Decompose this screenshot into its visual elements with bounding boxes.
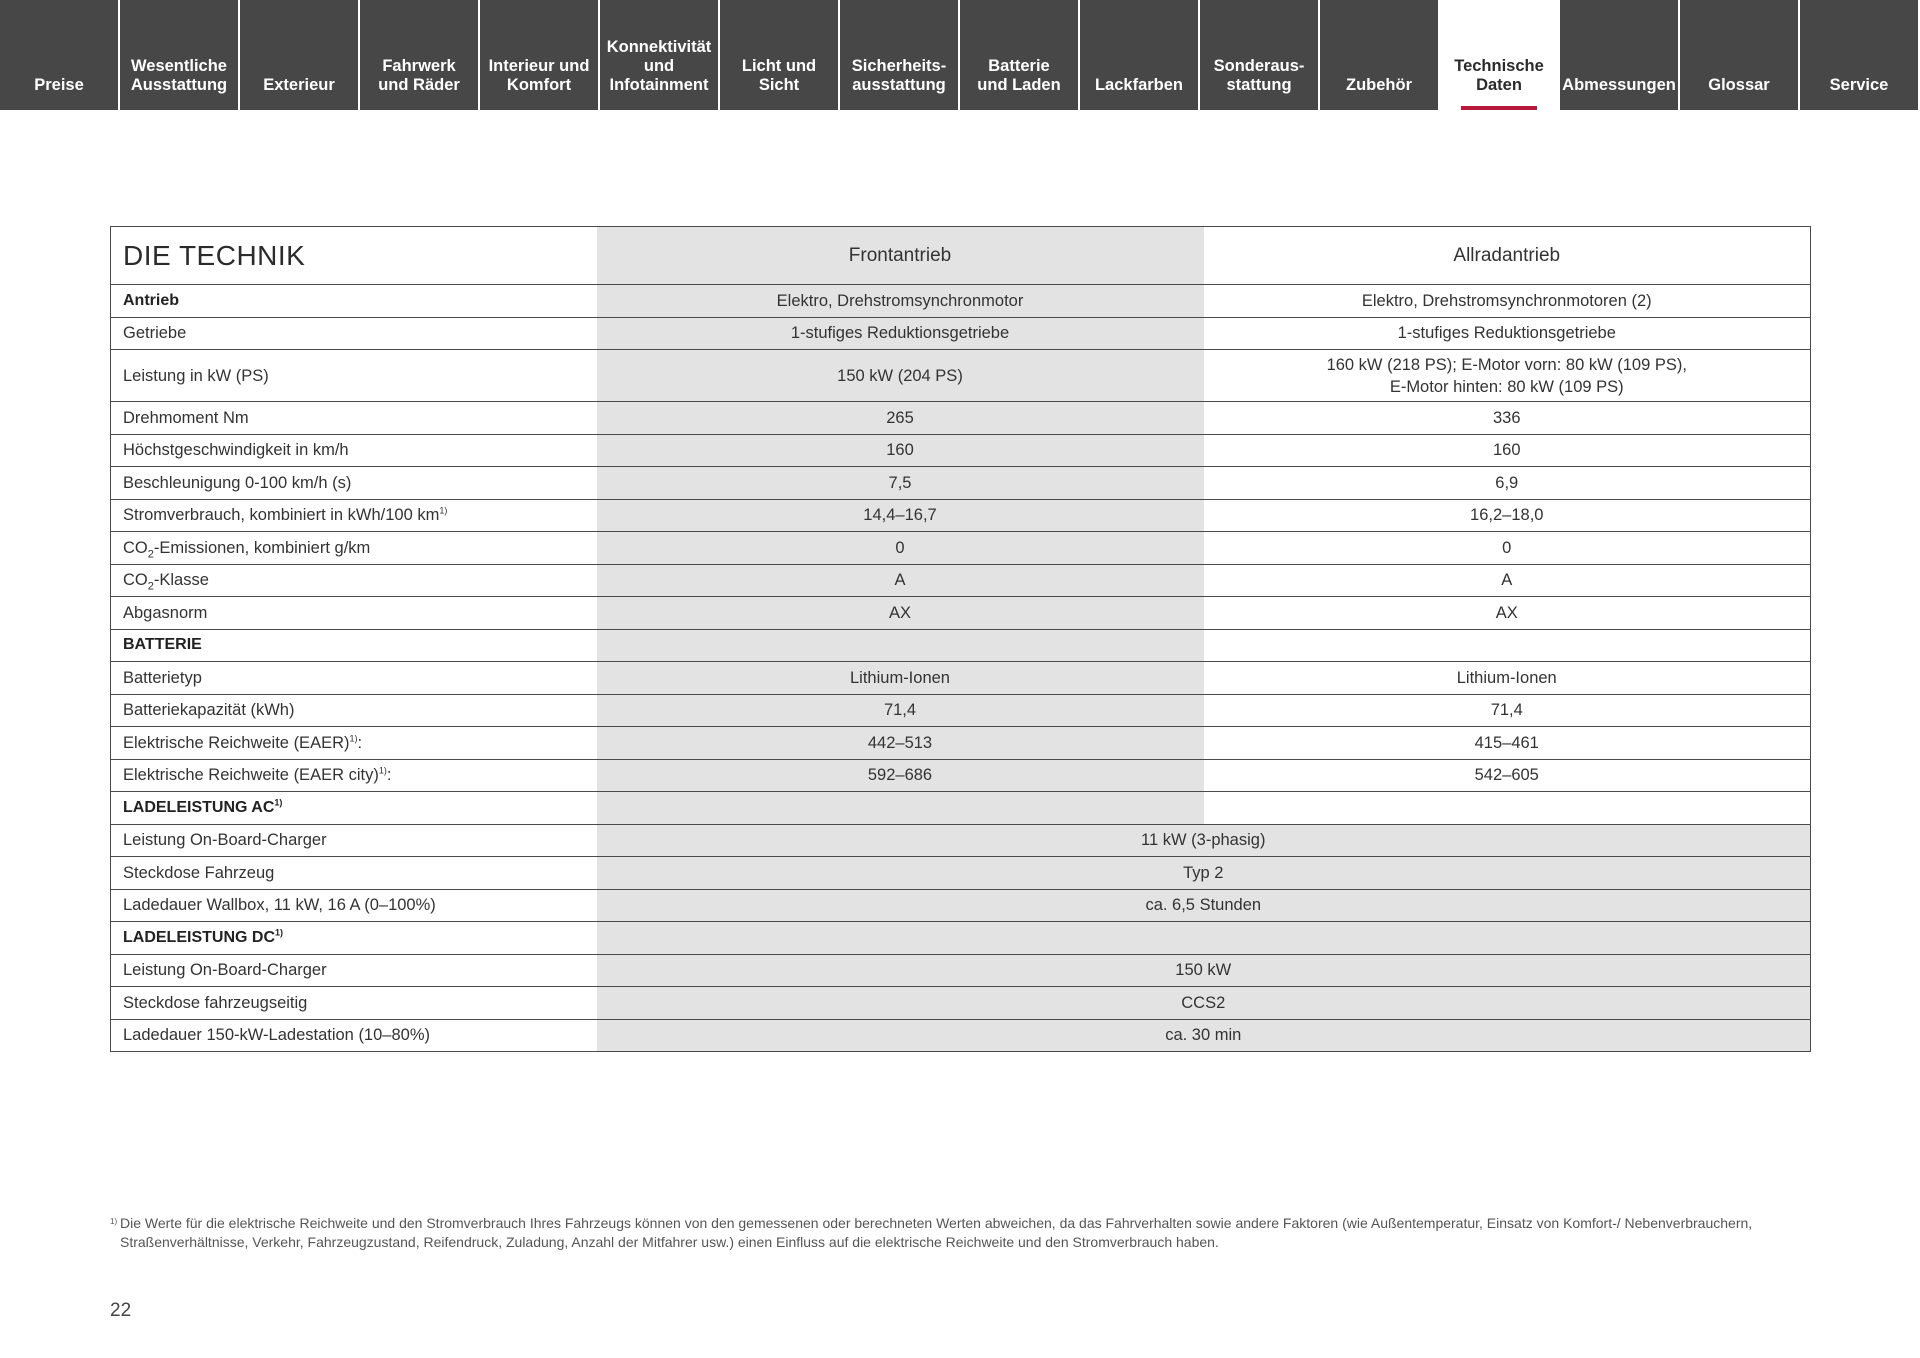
table-row <box>111 857 1811 890</box>
value-all: 1-stufiges Reduktionsgetriebe <box>1204 317 1811 350</box>
value-front: 150 kW (204 PS) <box>597 350 1204 402</box>
table-row <box>111 727 1811 760</box>
row-label-subscript: 2 <box>147 548 154 561</box>
value-all: 6,9 <box>1204 467 1811 500</box>
value-front: 14,4–16,7 <box>597 499 1204 532</box>
footnote-text: Die Werte für die elektrische Reichweite und den Stromverbrauch Ihres Fahrzeugs können von den gemessenen oder berechneten Werten abweichen, da das Fahrverhalten sowie andere Faktoren (wie Außentemperatur, Einsatz von Komfort-/ Nebenverbrauchern, Straßenverhältnisse, Verkehr, Fahrzeugzustand, Reifendruck, Zuladung, Anzahl der Mitfahrer usw.) einen Einfluss auf die elektrische Reichweite und den Stromverbrauch haben. <box>120 1215 1753 1250</box>
row-label-suffix: -Klasse <box>153 571 209 590</box>
value-all: 71,4 <box>1204 694 1811 727</box>
value-front: 592–686 <box>597 759 1204 792</box>
table-row <box>111 597 1811 630</box>
row-label-subscript: 2 <box>147 580 154 593</box>
table-row <box>111 889 1811 922</box>
table-header-row <box>111 227 1811 285</box>
row-label: Leistung On-Board-Charger <box>111 954 597 987</box>
column-header-frontantrieb: Frontantrieb <box>597 227 1204 285</box>
row-label-text: Elektrische Reichweite (EAER) <box>123 733 350 752</box>
tab-konnektivitaet-und-infotainment[interactable]: Konnektivität und Infotainment <box>600 0 718 110</box>
row-label: Batteriekapazität (kWh) <box>111 694 597 727</box>
value-front: A <box>597 564 1204 597</box>
value-all: Lithium-Ionen <box>1204 662 1811 695</box>
table-row <box>111 694 1811 727</box>
section-title-text: LADELEISTUNG DC <box>123 928 275 946</box>
row-label <box>111 564 597 597</box>
empty-cell <box>597 792 1204 825</box>
value-front: AX <box>597 597 1204 630</box>
table-row <box>111 317 1811 350</box>
table-row <box>111 662 1811 695</box>
row-label-text: Elektrische Reichweite (EAER city) <box>123 766 379 785</box>
tab-batterie-und-laden[interactable]: Batterie und Laden <box>960 0 1078 110</box>
table-row <box>111 402 1811 435</box>
tab-preise[interactable]: Preise <box>0 0 118 110</box>
value-all: 415–461 <box>1204 727 1811 760</box>
row-label: Abgasnorm <box>111 597 597 630</box>
row-label: Steckdose fahrzeugseitig <box>111 987 597 1020</box>
table-row <box>111 285 1811 318</box>
tab-licht-und-sicht[interactable]: Licht und Sicht <box>720 0 838 110</box>
row-label: Leistung On-Board-Charger <box>111 824 597 857</box>
row-label-suffix: : <box>357 733 363 752</box>
section-row-batterie <box>111 629 1811 662</box>
row-label-text: Stromverbrauch, kombiniert in kWh/100 km <box>123 506 440 525</box>
table-row <box>111 350 1811 402</box>
table-row <box>111 759 1811 792</box>
value-front: 1-stufiges Reduktionsgetriebe <box>597 317 1204 350</box>
value-shared: Typ 2 <box>597 857 1811 890</box>
row-label: Beschleunigung 0-100 km/h (s) <box>111 467 597 500</box>
empty-cell <box>597 629 1204 662</box>
value-front: Elektro, Drehstromsynchronmotor <box>597 285 1204 318</box>
section-title <box>111 792 597 825</box>
empty-cell <box>1204 629 1811 662</box>
value-all-line-1: 160 kW (218 PS); E-Motor vorn: 80 kW (109 PS), <box>1326 355 1687 374</box>
table-row <box>111 987 1811 1020</box>
tab-glossar[interactable]: Glossar <box>1680 0 1798 110</box>
chapter-navigation <box>0 0 1920 110</box>
row-label-suffix: : <box>386 766 392 785</box>
value-front: 7,5 <box>597 467 1204 500</box>
row-label <box>111 532 597 565</box>
row-label: Höchstgeschwindigkeit in km/h <box>111 434 597 467</box>
row-label: Batterietyp <box>111 662 597 695</box>
tab-interieur-und-komfort[interactable]: Interieur und Komfort <box>480 0 598 110</box>
row-label-prefix: CO <box>123 538 148 557</box>
row-label: Drehmoment Nm <box>111 402 597 435</box>
row-label <box>111 727 597 760</box>
section-title-text: LADELEISTUNG AC <box>123 798 275 816</box>
value-all: 336 <box>1204 402 1811 435</box>
value-all: 160 <box>1204 434 1811 467</box>
footnote-marker: 1) <box>275 927 284 938</box>
tab-lackfarben[interactable]: Lackfarben <box>1080 0 1198 110</box>
row-label: Ladedauer Wallbox, 11 kW, 16 A (0–100%) <box>111 889 597 922</box>
footnote-marker: 1) <box>110 1217 118 1226</box>
value-all-line-2: E-Motor hinten: 80 kW (109 PS) <box>1389 377 1624 396</box>
value-all <box>1204 350 1811 402</box>
row-label <box>111 759 597 792</box>
value-all: 0 <box>1204 532 1811 565</box>
table-row <box>111 824 1811 857</box>
table-row <box>111 499 1811 532</box>
footnote-marker: 1) <box>274 797 283 808</box>
value-all: 542–605 <box>1204 759 1811 792</box>
tab-sicherheitsausstattung[interactable]: Sicherheits- ausstattung <box>840 0 958 110</box>
value-front: 442–513 <box>597 727 1204 760</box>
row-label-suffix: -Emissionen, kombiniert g/km <box>153 538 371 557</box>
table-row <box>111 1019 1811 1052</box>
value-front: 71,4 <box>597 694 1204 727</box>
tab-technische-daten[interactable]: Technische Daten <box>1440 0 1558 110</box>
value-all: AX <box>1204 597 1811 630</box>
value-all: 16,2–18,0 <box>1204 499 1811 532</box>
row-label-prefix: CO <box>123 571 148 590</box>
value-all: A <box>1204 564 1811 597</box>
table-row <box>111 954 1811 987</box>
table-row <box>111 532 1811 565</box>
tab-abmessungen[interactable]: Abmessungen <box>1560 0 1678 110</box>
tab-sonderausstattung[interactable]: Sonderaus- stattung <box>1200 0 1318 110</box>
footnote-marker: 1) <box>439 505 448 516</box>
value-front: Lithium-Ionen <box>597 662 1204 695</box>
value-shared: ca. 30 min <box>597 1019 1811 1052</box>
row-label: Antrieb <box>111 285 597 318</box>
section-title <box>111 922 597 955</box>
value-shared: CCS2 <box>597 987 1811 1020</box>
section-row-ladeleistung-dc <box>111 922 1811 955</box>
value-all: Elektro, Drehstromsynchronmotoren (2) <box>1204 285 1811 318</box>
row-label: Leistung in kW (PS) <box>111 350 597 402</box>
section-title: BATTERIE <box>111 629 597 662</box>
section-row-ladeleistung-ac <box>111 792 1811 825</box>
value-shared: ca. 6,5 Stunden <box>597 889 1811 922</box>
row-label <box>111 499 597 532</box>
footnote <box>110 1214 1810 1252</box>
footnote-marker: 1) <box>349 733 358 744</box>
tab-fahrwerk-und-raeder[interactable]: Fahrwerk und Räder <box>360 0 478 110</box>
table-row <box>111 467 1811 500</box>
tab-exterieur[interactable]: Exterieur <box>240 0 358 110</box>
table-row <box>111 564 1811 597</box>
table-row <box>111 434 1811 467</box>
value-front: 0 <box>597 532 1204 565</box>
tab-zubehoer[interactable]: Zubehör <box>1320 0 1438 110</box>
row-label: Ladedauer 150-kW-Ladestation (10–80%) <box>111 1019 597 1052</box>
row-label: Steckdose Fahrzeug <box>111 857 597 890</box>
technical-data-table <box>110 226 1811 1052</box>
footnote-marker: 1) <box>378 765 387 776</box>
row-label: Getriebe <box>111 317 597 350</box>
tab-wesentliche-ausstattung[interactable]: Wesentliche Ausstattung <box>120 0 238 110</box>
tab-service[interactable]: Service <box>1800 0 1918 110</box>
page-number: 22 <box>110 1300 132 1321</box>
empty-cell <box>597 922 1811 955</box>
value-front: 160 <box>597 434 1204 467</box>
empty-cell <box>1204 792 1811 825</box>
value-shared: 11 kW (3-phasig) <box>597 824 1811 857</box>
value-front: 265 <box>597 402 1204 435</box>
value-shared: 150 kW <box>597 954 1811 987</box>
table-title: DIE TECHNIK <box>111 227 597 285</box>
column-header-allradantrieb: Allradantrieb <box>1204 227 1811 285</box>
